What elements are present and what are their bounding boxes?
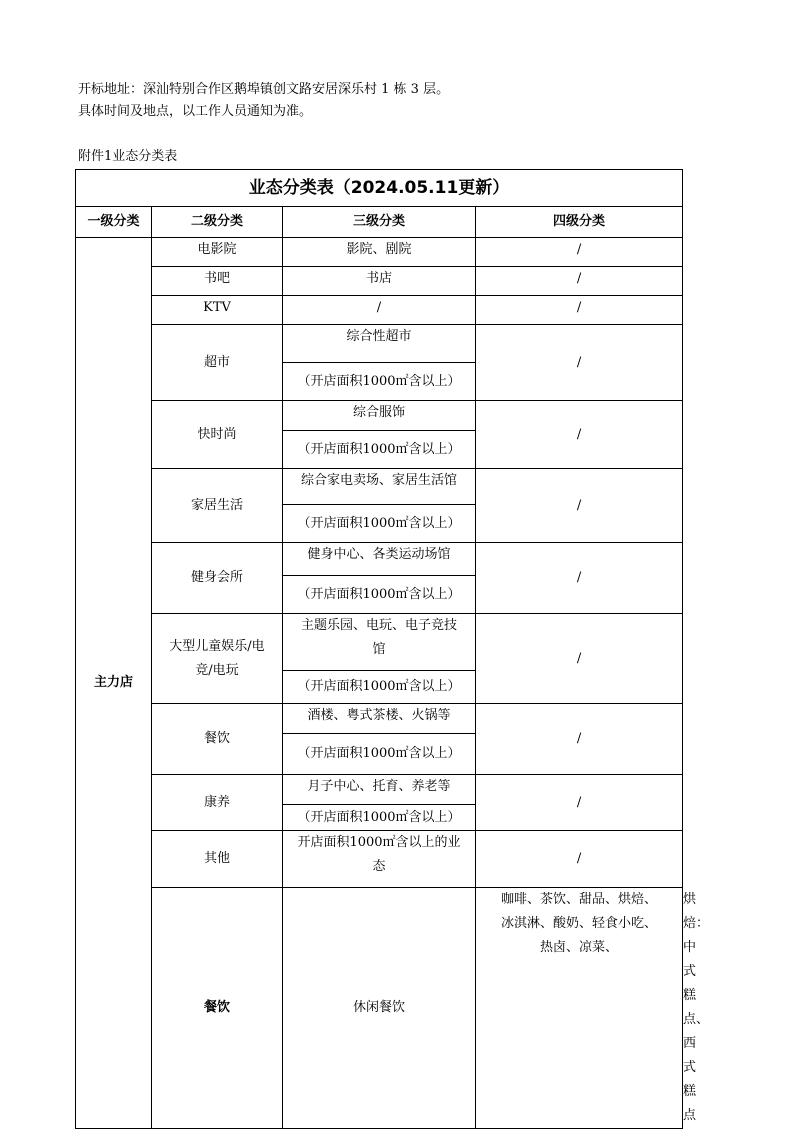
cell-catering-l2: 餐饮 — [152, 704, 283, 775]
cell-fitness-l3a: 健身中心、各类运动场馆 — [283, 543, 476, 576]
attachment-label: 附件1业态分类表 — [78, 149, 178, 164]
cell-casual-l3-line3: 热卤、凉菜、 — [540, 940, 619, 955]
cell-cinema-l4: / — [476, 238, 683, 267]
cell-homeliving-l2: 家居生活 — [152, 469, 283, 543]
cell-ktv-l3: / — [283, 296, 476, 325]
cell-casual-l3-line2: 冰淇淋、酸奶、轻食小吃、 — [501, 916, 658, 931]
cell-catering-l4: / — [476, 704, 683, 775]
cell-other-l3-line1: 开店面积1000㎡含以上的业 — [297, 835, 461, 850]
cell-other-l3-line2: 态 — [372, 859, 386, 874]
cell-other-l2: 其他 — [152, 831, 283, 888]
cell-ktv-l4: / — [476, 296, 683, 325]
cell-cinema-l3: 影院、剧院 — [283, 238, 476, 267]
cell-homeliving-l3a: 综合家电卖场、家居生活馆 — [283, 469, 476, 505]
category-anchor-store: 主力店 — [76, 238, 152, 1129]
cell-bookbar-l3: 书店 — [283, 267, 476, 296]
cell-cinema-l2: 电影院 — [152, 238, 283, 267]
category-dining: 餐饮 — [152, 888, 283, 1129]
cell-kids-l3a — [283, 614, 476, 671]
cell-kids-l3a-line2: 馆 — [372, 642, 386, 657]
cell-catering-l3b: （开店面积1000㎡含以上） — [283, 734, 476, 775]
cell-wellness-l3b: （开店面积1000㎡含以上） — [283, 805, 476, 831]
cell-fitness-l3b: （开店面积1000㎡含以上） — [283, 576, 476, 614]
cell-supermarket-l4: / — [476, 325, 683, 401]
cell-other-l3 — [283, 831, 476, 888]
cell-kids-l4: / — [476, 614, 683, 704]
cell-homeliving-l4: / — [476, 469, 683, 543]
cell-wellness-l2: 康养 — [152, 775, 283, 831]
cell-ktv-l2: KTV — [152, 296, 283, 325]
business-classification-table — [75, 169, 710, 1129]
cell-wellness-l4: / — [476, 775, 683, 831]
cell-bookbar-l2: 书吧 — [152, 267, 283, 296]
table-row — [76, 543, 683, 576]
cell-casual-l3-line1: 咖啡、茶饮、甜品、烘焙、 — [501, 892, 658, 907]
time-place-notice: 具体时间及地点，以工作人员通知为准。 — [78, 104, 313, 119]
table-row — [76, 831, 683, 888]
header-level1: 一级分类 — [76, 207, 152, 238]
table-title-row — [76, 170, 683, 207]
cell-wellness-l3a: 月子中心、托育、养老等 — [283, 775, 476, 805]
cell-kids-l2-line1: 大型儿童娱乐/电 — [169, 638, 265, 654]
cell-fitness-l2: 健身会所 — [152, 543, 283, 614]
header-level4: 四级分类 — [476, 207, 683, 238]
cell-supermarket-l3b: （开店面积1000㎡含以上） — [283, 363, 476, 401]
cell-fastfashion-l3b: （开店面积1000㎡含以上） — [283, 431, 476, 469]
table-header-row — [76, 207, 683, 238]
cell-kids-l3b: （开店面积1000㎡含以上） — [283, 671, 476, 704]
table-row — [76, 238, 683, 267]
cell-supermarket-l2: 超市 — [152, 325, 283, 401]
cell-kids-l3a-line1: 主题乐园、电玩、电子竞技 — [300, 618, 457, 633]
cell-casual-l3 — [476, 888, 683, 1129]
table-row — [76, 469, 683, 505]
table-row — [76, 775, 683, 805]
table-row — [76, 614, 683, 671]
table-row — [76, 296, 683, 325]
cell-catering-l3a: 酒楼、粤式茶楼、火锅等 — [283, 704, 476, 734]
cell-supermarket-l3a: 综合性超市 — [283, 325, 476, 363]
header-level3: 三级分类 — [283, 207, 476, 238]
table-row — [76, 325, 683, 363]
table-row: 餐饮 休闲餐饮 咖啡、茶饮、甜品、烘焙、 冰淇淋、酸奶、轻食小吃、 热卤、凉菜、 烘焙：中式糕点、西式糕点 — [76, 888, 683, 1129]
cell-kids-l2 — [152, 614, 283, 704]
header-level2: 二级分类 — [152, 207, 283, 238]
cell-fitness-l4: / — [476, 543, 683, 614]
table-title: 业态分类表（2024.05.11更新） — [76, 170, 683, 207]
cell-bookbar-l4: / — [476, 267, 683, 296]
cell-fastfashion-l4: / — [476, 401, 683, 469]
table-row — [76, 267, 683, 296]
table-row — [76, 704, 683, 734]
bid-address: 开标地址：深汕特别合作区鹅埠镇创文路安居深乐村 1 栋 3 层。 — [78, 82, 450, 97]
table-row — [76, 401, 683, 431]
cell-kids-l2-line2: 竞/电玩 — [195, 662, 239, 678]
cell-casual-l2: 休闲餐饮 — [283, 888, 476, 1129]
cell-homeliving-l3b: （开店面积1000㎡含以上） — [283, 505, 476, 543]
cell-fastfashion-l2: 快时尚 — [152, 401, 283, 469]
cell-other-l4: / — [476, 831, 683, 888]
cell-fastfashion-l3a: 综合服饰 — [283, 401, 476, 431]
